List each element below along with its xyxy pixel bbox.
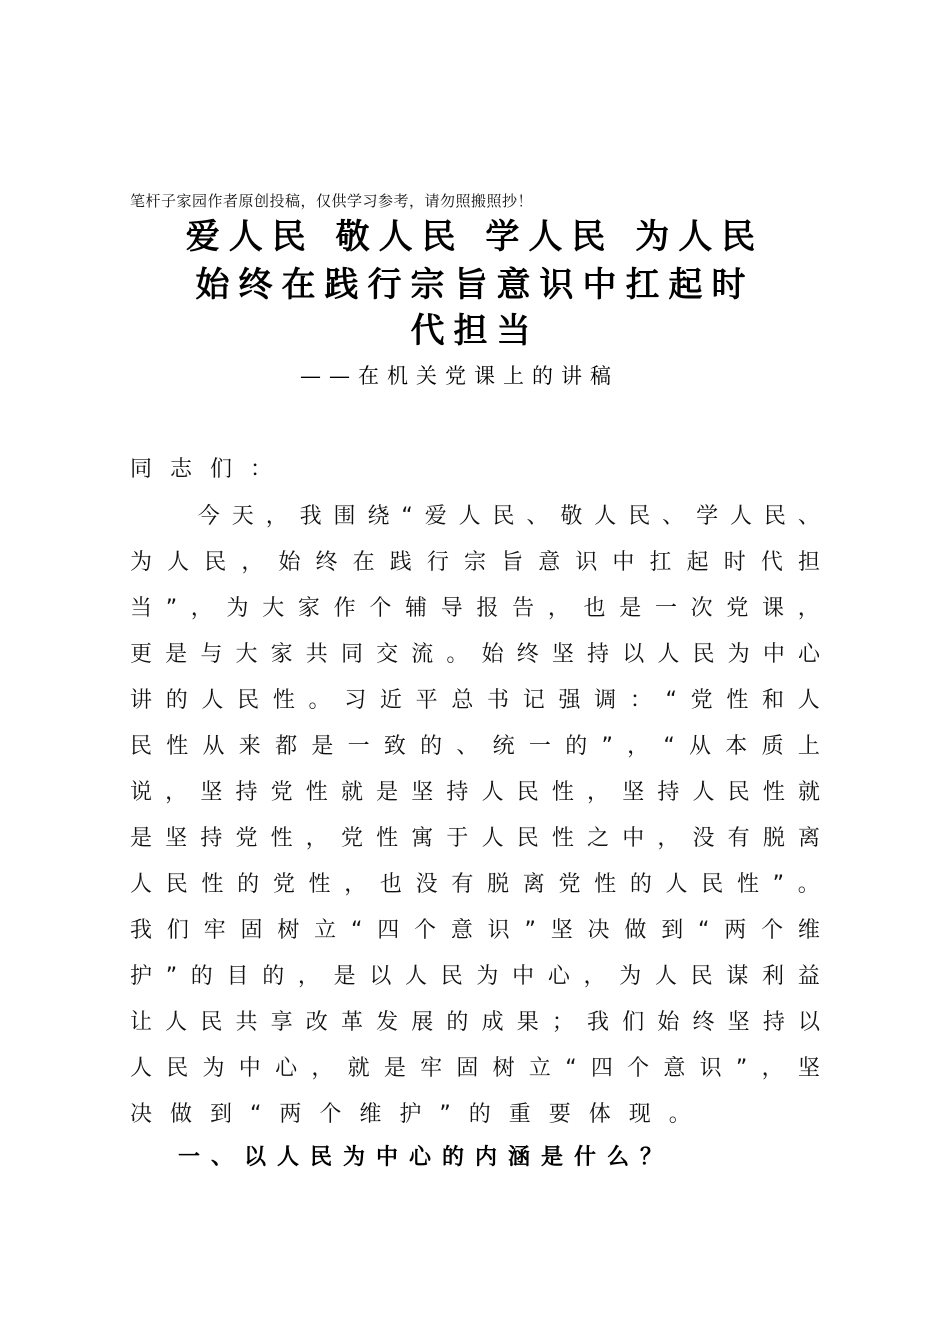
paragraph-line: 是 坚 持 党 性 ， 党 性 寓 于 人 民 性 之 中 ， 没 有 脱 离 [130,826,820,851]
paragraph-line: 决做到“两个维护”的重要体现。 [130,1102,709,1127]
salutation: 同志们： [130,457,291,482]
title-line-1: 爱人民 敬人民 学人民 为人民 [185,217,765,257]
paragraph-line: 当 ” ， 为 大 家 作 个 辅 导 报 告 ， 也 是 一 次 党 课 ， [130,596,820,621]
paragraph-line: 护 ” 的 目 的 ， 是 以 人 民 为 中 心 ， 为 人 民 谋 利 益 [130,964,820,989]
title-line-3: 代担当 [410,311,540,351]
paragraph-line: 为 人 民 ， 始 终 在 践 行 宗 旨 意 识 中 扛 起 时 代 担 [130,550,820,575]
paragraph-line: 人 民 性 的 党 性 ， 也 没 有 脱 离 党 性 的 人 民 性 ” 。 [130,872,820,897]
copyright-notice: 笔杆子家园作者原创投稿，仅供学习参考，请勿照搬照抄！ [130,192,534,210]
paragraph-line: 民 性 从 来 都 是 一 致 的 、 统 一 的 ” ， “ 从 本 质 上 [130,734,820,759]
paragraph-line: 今 天 ， 我 围 绕 “ 爱 人 民 、 敬 人 民 、 学 人 民 、 [197,504,820,529]
paragraph-line: 讲 的 人 民 性 。 习 近 平 总 书 记 强 调 ： “ 党 性 和 人 [130,688,820,713]
subtitle: ——在机关党课上的讲稿 [300,364,619,388]
paragraph-line: 更 是 与 大 家 共 同 交 流 。 始 终 坚 持 以 人 民 为 中 心 [130,642,820,667]
paragraph-line: 让 人 民 共 享 改 革 发 展 的 成 果 ； 我 们 始 终 坚 持 以 [130,1010,820,1035]
title-line-2: 始终在践行宗旨意识中扛起时 [195,265,755,305]
paragraph-line: 人 民 为 中 心 ， 就 是 牢 固 树 立 “ 四 个 意 识 ” ， 坚 [130,1056,820,1081]
section-heading: 一、以人民为中心的内涵是什么？ [178,1145,674,1170]
paragraph-line: 说 ， 坚 持 党 性 就 是 坚 持 人 民 性 ， 坚 持 人 民 性 就 [130,780,820,805]
paragraph-line: 我 们 牢 固 树 立 “ 四 个 意 识 ” 坚 决 做 到 “ 两 个 维 [130,918,820,943]
